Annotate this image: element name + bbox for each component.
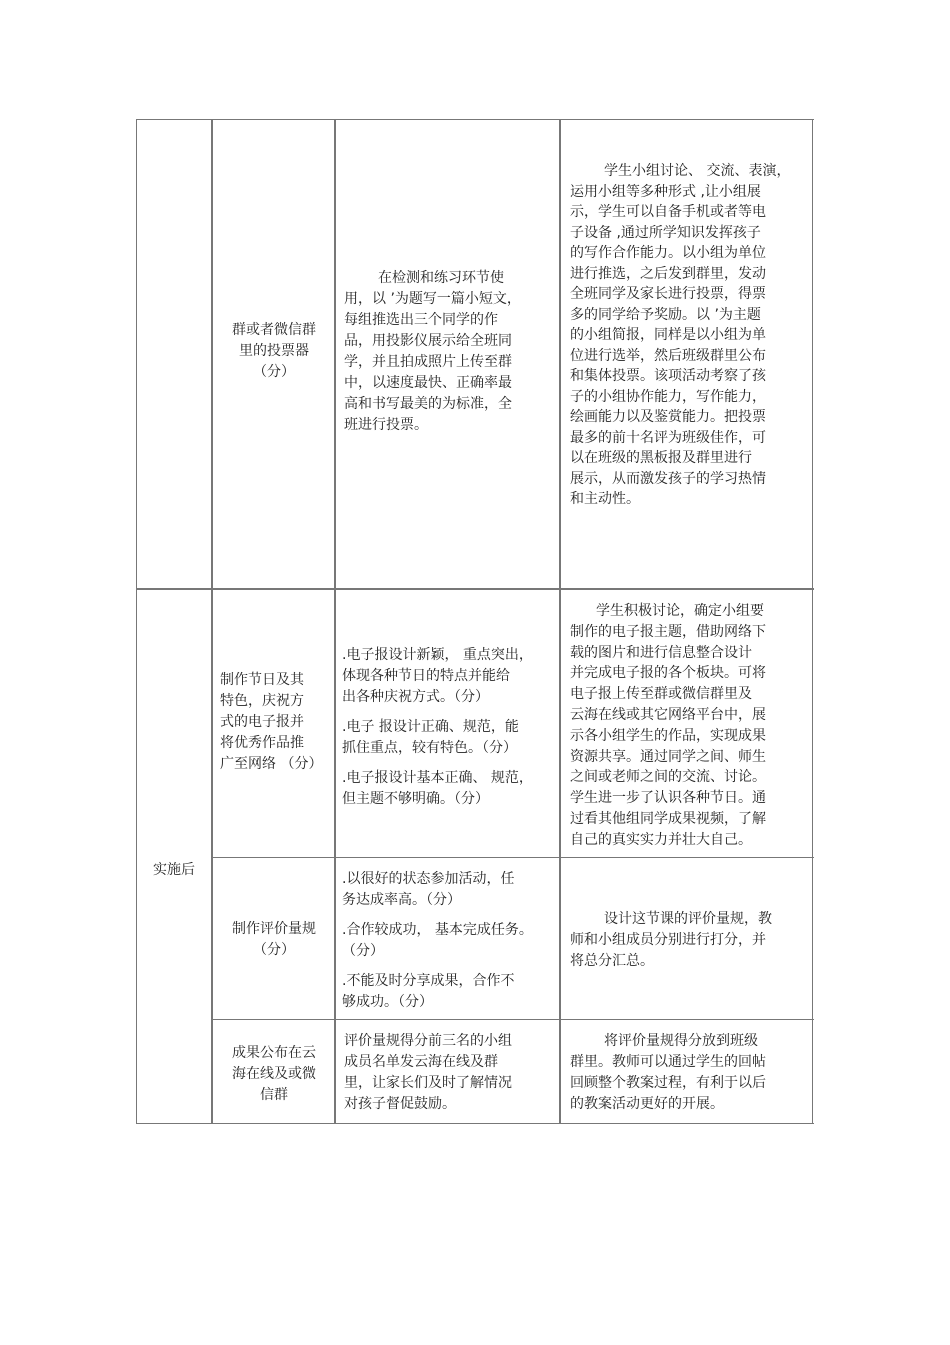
row1-standard-line: 品，用投影仪展示给全班同 [344, 333, 512, 349]
row1-activity-line: 示，学生可以自备手机或者等电 [570, 204, 766, 220]
row2-activity-line: 资源共享。通过同学之间、师生 [570, 748, 766, 765]
evaluation-table [136, 119, 814, 1124]
row4-standard-line: 对孩子督促鼓励。 [344, 1096, 456, 1112]
row1-standard-line: 班进行投票。 [344, 417, 428, 433]
table-border-left [136, 119, 137, 1124]
row1-standard-cell [344, 268, 556, 436]
standard-level-3 [342, 971, 558, 1013]
row4-activity-line: 群里。教师可以通过学生的回帖 [570, 1054, 766, 1070]
row4-item-line: 信群 [260, 1087, 288, 1103]
row1-activity-line: 运用小组等多种形式 ,让小组展 [570, 183, 761, 200]
row1-standard-line: 用，以 ’为题写一篇小短文， [344, 291, 521, 307]
row1-item-line: （分） [253, 364, 295, 380]
row2-activity-line: 之间或老师之间的交流、讨论。 [570, 769, 766, 786]
standard-line: .以很好的状态参加活动，任 [342, 871, 515, 887]
row3-item-line: （分） [253, 942, 295, 958]
row1-activity-cell [570, 161, 810, 510]
row3-item-cell [214, 919, 334, 961]
row4-standard-line: 里，让家长们及时了解情况 [344, 1075, 512, 1091]
standard-line: 抓住重点，较有特色。（分） [342, 740, 517, 756]
row2-activity-line: 学生积极讨论，确定小组要 [596, 603, 764, 619]
row3-activity-cell [570, 909, 810, 972]
row1-standard-line: 中，以速度最快、正确率最 [344, 375, 512, 391]
row3-standard-cell [342, 869, 558, 1013]
row1-activity-line: 子设备 ,通过所学知识发挥孩子 [570, 224, 761, 241]
row4-standard-cell [344, 1031, 556, 1115]
row1-activity-line: 的小组简报，同样是以小组为单 [570, 327, 766, 343]
row2-activity-line: 自己的真实实力并壮大自己。 [570, 831, 752, 848]
row1-standard-line: 学，并且拍成照片上传至群 [344, 354, 512, 370]
row1-activity-line: 全班同学及家长进行投票，得票 [570, 286, 766, 302]
row1-item-line: 群或者微信群 [232, 322, 316, 338]
standard-line: .不能及时分享成果，合作不 [342, 973, 515, 989]
row1-activity-line: 和主动性。 [570, 491, 640, 507]
standard-level-1 [342, 645, 558, 708]
standard-line: 够成功。（分） [342, 994, 433, 1010]
row2-activity-line: 云海在线或其它网络平台中，展 [570, 706, 766, 723]
row4-item-line: 海在线及或微 [232, 1066, 316, 1082]
row1-activity-line: 和集体投票。该项活动考察了孩 [570, 368, 766, 384]
table-border-right [812, 119, 813, 1124]
row2-item-cell [220, 670, 334, 775]
row4-activity-line: 的教案活动更好的开展。 [570, 1096, 724, 1112]
row1-item-line: 里的投票器 [239, 343, 309, 359]
row4-activity-cell [570, 1031, 810, 1115]
stage-label: 实施后 [153, 862, 195, 878]
row1-activity-line: 最多的前十名评为班级佳作，可 [570, 429, 766, 446]
row1-activity-line: 位进行选举，然后班级群里公布 [570, 347, 766, 364]
row2-activity-line: 并完成电子报的各个板块。可将 [570, 665, 766, 682]
table-row-divider-1 [136, 588, 814, 590]
standard-level-3 [342, 768, 558, 810]
row2-item-line: 广至网络 （分） [220, 756, 323, 772]
row1-activity-line: 绘画能力以及鉴赏能力。把投票 [570, 409, 766, 425]
row1-standard-line: 每组推选出三个同学的作 [344, 312, 498, 328]
row2-activity-cell [570, 601, 810, 851]
row4-standard-line: 评价量规得分前三名的小组 [344, 1033, 512, 1049]
row1-activity-line: 多的同学给予奖励。以 ’为主题 [570, 306, 761, 323]
standard-line: 但主题不够明确。（分） [342, 791, 489, 807]
standard-line: 出各种庆祝方式。（分） [342, 689, 489, 705]
row3-activity-line: 设计这节课的评价量规，教 [604, 911, 772, 927]
row4-standard-line: 成员名单发云海在线及群 [344, 1054, 498, 1070]
table-border-bottom [136, 1123, 814, 1124]
row2-item-line: 制作节日及其 [220, 672, 304, 688]
standard-line: .合作较成功， 基本完成任务。 [342, 922, 533, 938]
row1-activity-line: 子的小组协作能力，写作能力， [570, 388, 766, 405]
row4-activity-line: 将评价量规得分放到班级 [604, 1033, 758, 1049]
row2-standard-cell [342, 645, 558, 810]
row4-item-cell [214, 1043, 334, 1106]
row1-activity-line: 展示，从而激发孩子的学习热情 [570, 470, 766, 487]
table-row-divider-2 [212, 857, 814, 858]
row2-activity-line: 制作的电子报主题，借助网络下 [570, 623, 766, 640]
row1-standard-line: 在检测和练习环节使 [378, 270, 504, 286]
row1-standard-line: 高和书写最美的为标准，全 [344, 396, 512, 412]
row2-activity-line: 过看其他组同学成果视频，了解 [570, 810, 766, 827]
standard-line: （分） [342, 943, 384, 959]
table-border-top [136, 119, 814, 120]
standard-line: .电子报设计基本正确、 规范， [342, 770, 533, 786]
standard-level-2 [342, 920, 558, 962]
row1-activity-line: 学生小组讨论、 交流、表演， [604, 163, 791, 179]
table-col-divider-3 [559, 119, 561, 1124]
table-col-divider-2 [334, 119, 336, 1124]
row2-activity-line: 电子报上传至群或微信群里及 [570, 686, 752, 703]
row2-item-line: 将优秀作品推 [220, 735, 304, 751]
row2-activity-line: 学生进一步了认识各种节日。通 [570, 790, 766, 807]
standard-line: 务达成率高。（分） [342, 892, 461, 908]
row2-activity-line: 示各小组学生的作品，实现成果 [570, 727, 766, 744]
row2-item-line: 式的电子报并 [220, 714, 304, 730]
row4-activity-line: 回顾整个教案过程，有利于以后 [570, 1075, 766, 1091]
row4-item-line: 成果公布在云 [232, 1045, 316, 1061]
row1-activity-line: 进行推选，之后发到群里，发动 [570, 265, 766, 282]
row1-item-cell [214, 320, 334, 383]
row3-activity-line: 师和小组成员分别进行打分，并 [570, 932, 766, 948]
table-row-divider-3 [212, 1019, 814, 1020]
standard-line: .电子报设计新颖， 重点突出， [342, 647, 533, 663]
row3-activity-line: 将总分汇总。 [570, 953, 654, 969]
table-col-divider-1 [211, 119, 213, 1124]
standard-line: 体现各种节日的特点并能给 [342, 668, 510, 684]
standard-line: .电子 报设计正确、规范，能 [342, 719, 519, 735]
row1-activity-line: 的写作合作能力。以小组为单位 [570, 245, 766, 261]
row3-item-line: 制作评价量规 [232, 921, 316, 937]
row2-item-line: 特色，庆祝方 [220, 693, 304, 709]
standard-level-1 [342, 869, 558, 911]
standard-level-2 [342, 717, 558, 759]
row1-activity-line: 以在班级的黑板报及群里进行 [570, 450, 752, 466]
row2-activity-line: 载的图片和进行信息整合设计 [570, 644, 752, 661]
